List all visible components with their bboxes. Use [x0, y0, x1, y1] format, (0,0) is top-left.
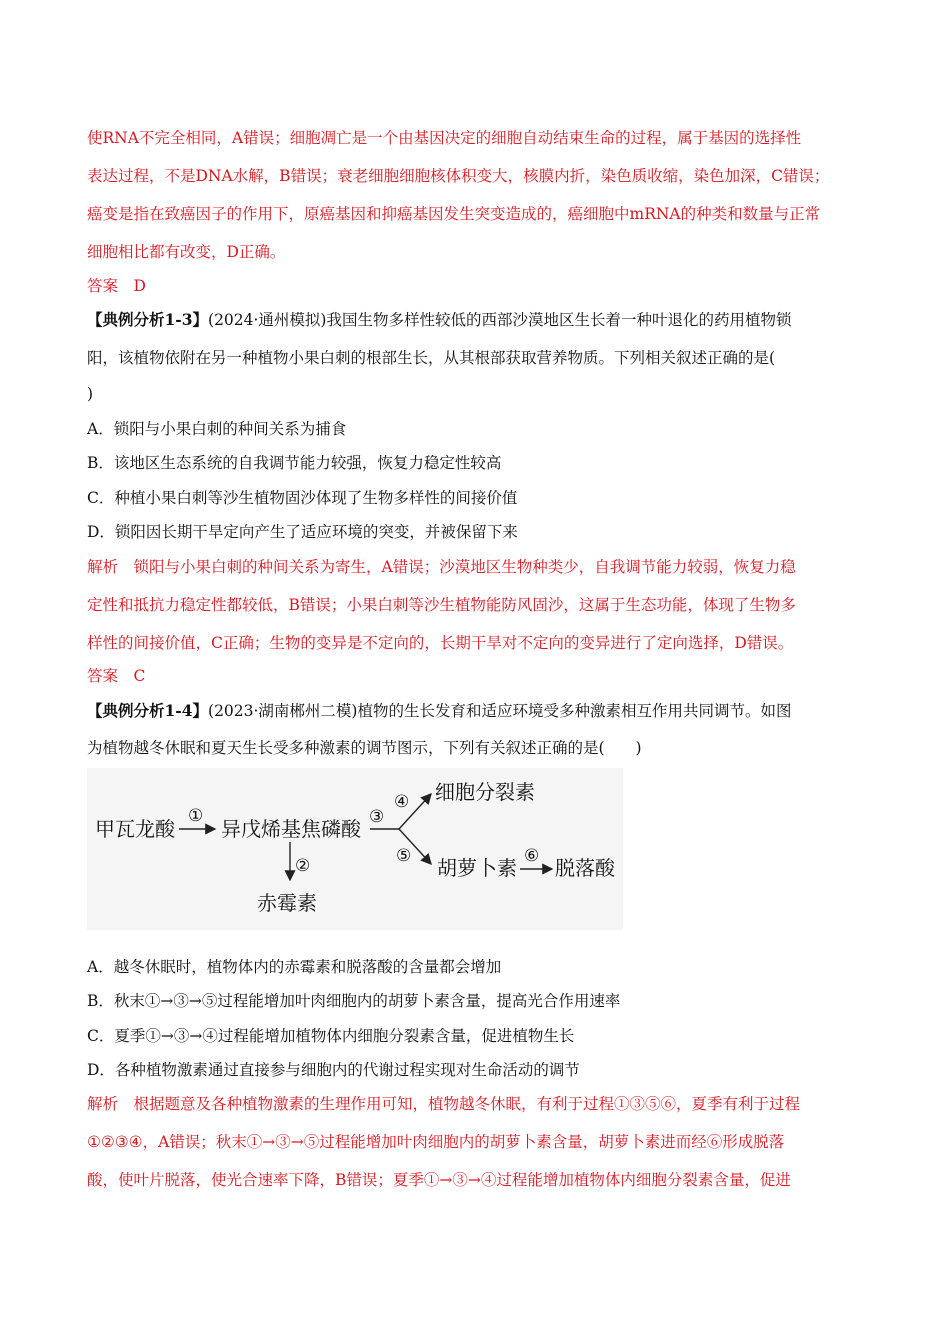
question-header: [87, 700, 792, 722]
question-header: [87, 309, 792, 331]
option-a: A．越冬休眠时，植物体内的赤霉素和脱落酸的含量都会增加: [87, 958, 502, 976]
text-line: ): [87, 385, 94, 403]
option-b: B．秋末①→③→⑤过程能增加叶肉细胞内的胡萝卜素含量，提高光合作用速率: [87, 992, 621, 1010]
node-gibberellin: 赤霉素: [257, 891, 317, 915]
analysis-line: 酸，使叶片脱落，使光合速率下降，B错误；夏季①→③→④过程能增加植物体内细胞分裂素含量，促进: [87, 1171, 791, 1189]
question-label: 【典例分析1-3】: [87, 310, 209, 329]
analysis-line: 解析 锁阳与小果白刺的种间关系为寄生，A错误；沙漠地区生物种类少，自我调节能力较弱，恢复力稳: [87, 558, 796, 576]
option-c: C．种植小果白刺等沙生植物固沙体现了生物多样性的间接价值: [87, 489, 518, 507]
node-mevalonic-acid: 甲瓦龙酸: [95, 817, 175, 841]
step-5-label: ⑤: [396, 846, 412, 866]
node-cytokinin: 细胞分裂素: [435, 780, 535, 804]
analysis-line: 解析 根据题意及各种植物激素的生理作用可知，植物越冬休眠，有利于过程①③⑤⑥，夏季有利于过程: [87, 1095, 801, 1113]
question-text: (2023·湖南郴州二模)植物的生长发育和适应环境受多种激素相互作用共同调节。如图: [208, 702, 792, 720]
step-4-label: ④: [394, 792, 410, 812]
text-line: 使RNA不完全相同，A错误；细胞凋亡是一个由基因决定的细胞自动结束生命的过程，属于基因的选择性: [87, 129, 802, 147]
node-carotene: 胡萝卜素: [437, 856, 517, 880]
option-d: D．各种植物激素通过直接参与细胞内的代谢过程实现对生命活动的调节: [87, 1061, 580, 1079]
question-label: 【典例分析1-4】: [87, 701, 209, 720]
step-3-label: ③: [369, 807, 385, 827]
answer-line: 答案 D: [87, 277, 146, 295]
step-2-label: ②: [295, 856, 311, 876]
answer-line: 答案 C: [87, 667, 146, 685]
analysis-line: 定性和抵抗力稳定性都较低，B错误；小果白刺等沙生植物能防风固沙，这属于生态功能，体现了生物多: [87, 596, 796, 614]
hormone-pathway-diagram: [87, 768, 623, 930]
text-line: 细胞相比都有改变，D正确。: [87, 243, 286, 261]
option-b: B．该地区生态系统的自我调节能力较强，恢复力稳定性较高: [87, 454, 502, 472]
text-line: 表达过程，不是DNA水解，B错误；衰老细胞细胞核体积变大，核膜内折，染色质收缩，染色加深，C错误；: [87, 167, 830, 185]
node-abscisic-acid: 脱落酸: [555, 856, 615, 880]
step-6-label: ⑥: [524, 846, 540, 866]
question-text: (2024·通州模拟)我国生物多样性较低的西部沙漠地区生长着一种叶退化的药用植物锁: [208, 311, 792, 329]
option-a: A．锁阳与小果白刺的种间关系为捕食: [87, 420, 347, 438]
text-line: 为植物越冬休眠和夏天生长受多种激素的调节图示，下列有关叙述正确的是( ): [87, 739, 642, 757]
step-1-label: ①: [188, 806, 204, 826]
text-line: 阳，该植物依附在另一种植物小果白刺的根部生长，从其根部获取营养物质。下列相关叙述正确的是(: [87, 349, 776, 367]
node-ipp: 异戊烯基焦磷酸: [221, 817, 361, 841]
option-d: D．锁阳因长期干旱定向产生了适应环境的突变，并被保留下来: [87, 523, 518, 541]
text-line: 癌变是指在致癌因子的作用下，原癌基因和抑癌基因发生突变造成的，癌细胞中mRNA的种类和数量与正常: [87, 205, 821, 223]
analysis-line: ①②③④，A错误；秋末①→③→⑤过程能增加叶肉细胞内的胡萝卜素含量，胡萝卜素进而经⑥形成脱落: [87, 1133, 785, 1151]
analysis-line: 样性的间接价值，C正确；生物的变异是不定向的，长期干旱对不定向的变异进行了定向选择，D错误。: [87, 634, 794, 652]
option-c: C．夏季①→③→④过程能增加植物体内细胞分裂素含量，促进植物生长: [87, 1027, 575, 1045]
